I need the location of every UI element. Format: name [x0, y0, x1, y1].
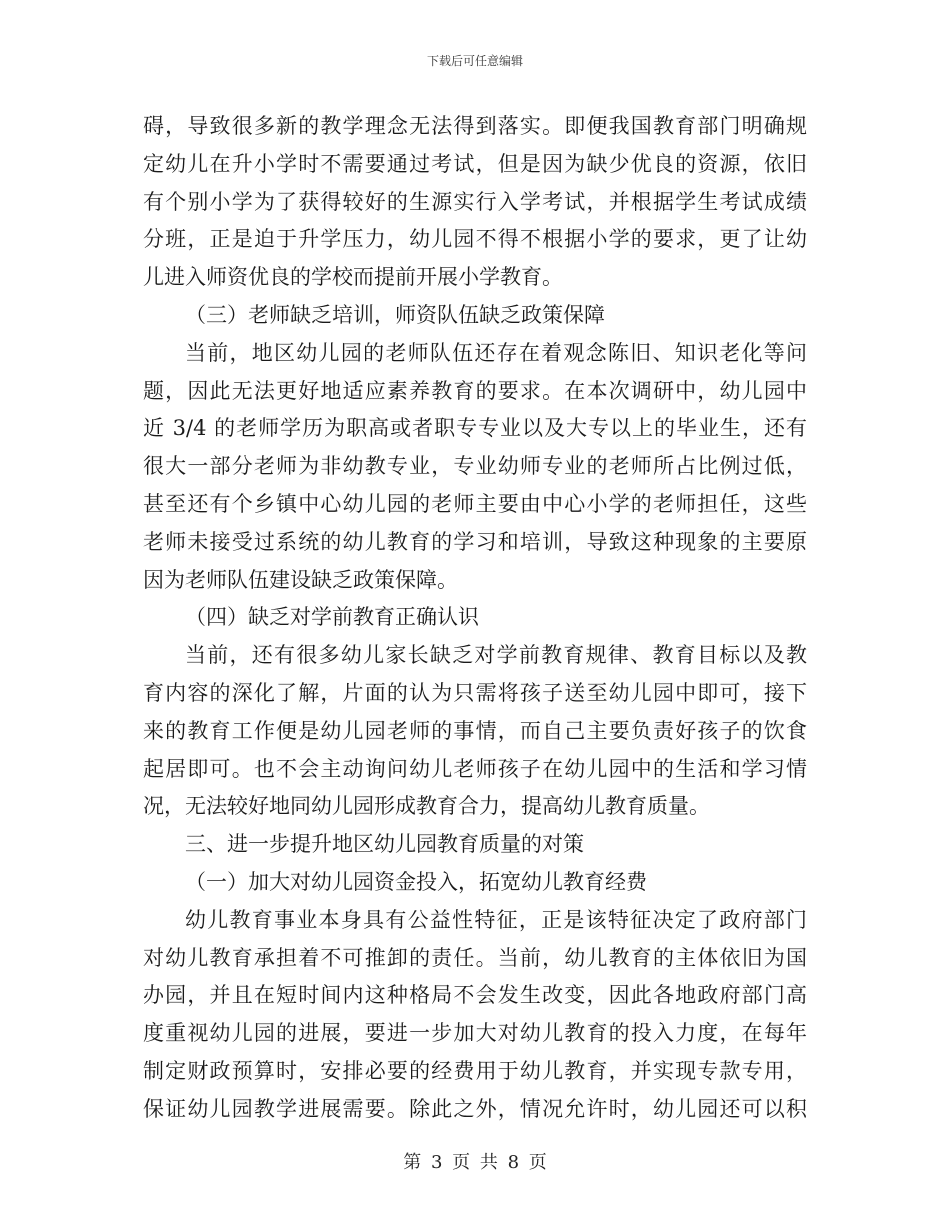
- body-line: 当前，还有很多幼儿家长缺乏对学前教育规律、教育目标以及教: [185, 643, 807, 668]
- page-number: 第 3 页 共 8 页: [403, 1152, 547, 1173]
- body-line: 有个别小学为了获得较好的生源实行入学考试，并根据学生考试成绩: [143, 189, 807, 214]
- body-line: 制定财政预算时，安排必要的经费用于幼儿教育，并实现专款专用，: [143, 1058, 807, 1083]
- body-line: 对幼儿教育承担着不可推卸的责任。当前，幼儿教育的主体依旧为国: [143, 945, 807, 970]
- body-line: 育内容的深化了解，片面的认为只需将孩子送至幼儿园中即可，接下: [143, 680, 807, 705]
- body-line: 很大一部分老师为非幼教专业，专业幼师专业的老师所占比例过低，: [143, 454, 807, 479]
- document-body: [143, 108, 807, 1129]
- body-line: 起居即可。也不会主动询问幼儿老师孩子在幼儿园中的生活和学习情: [143, 756, 807, 781]
- body-line: 题，因此无法更好地适应素养教育的要求。在本次调研中，幼儿园中: [143, 378, 807, 403]
- body-line: 分班，正是迫于升学压力，幼儿园不得不根据小学的要求，更了让幼: [143, 227, 807, 252]
- body-line: 办园，并且在短时间内这种格局不会发生改变，因此各地政府部门高: [143, 983, 807, 1008]
- body-line: 当前，地区幼儿园的老师队伍还存在着观念陈旧、知识老化等问: [185, 340, 807, 365]
- body-line: 近 3/4 的老师学历为职高或者职专专业以及大专以上的毕业生，还有: [143, 416, 807, 441]
- section-heading: 三、进一步提升地区幼儿园教育质量的对策: [185, 832, 584, 857]
- section-heading: （一）加大对幼儿园资金投入，拓宽幼儿教育经费: [185, 869, 647, 894]
- body-line: 碍，导致很多新的教学理念无法得到落实。即便我国教育部门明确规: [143, 114, 807, 138]
- body-line: 幼儿教育事业本身具有公益性特征，正是该特征决定了政府部门: [185, 907, 807, 932]
- body-line: 度重视幼儿园的进展，要进一步加大对幼儿教育的投入力度，在每年: [143, 1021, 807, 1046]
- page-header: 下载后可任意编辑: [426, 54, 523, 68]
- body-line: 来的教育工作便是幼儿园老师的事情，而自己主要负责好孩子的饮食: [143, 718, 807, 743]
- body-line: 甚至还有个乡镇中心幼儿园的老师主要由中心小学的老师担任，这些: [143, 491, 807, 516]
- body-line: 老师未接受过系统的幼儿教育的学习和培训，导致这种现象的主要原: [143, 529, 807, 554]
- body-line: 因为老师队伍建设缺乏政策保障。: [143, 567, 458, 592]
- body-line: 儿进入师资优良的学校而提前开展小学教育。: [143, 265, 563, 290]
- section-heading: （三）老师缺乏培训，师资队伍缺乏政策保障: [185, 302, 605, 327]
- body-line: 保证幼儿园教学进展需要。除此之外，情况允许时，幼儿园还可以积: [143, 1096, 807, 1121]
- section-heading: （四）缺乏对学前教育正确认识: [185, 605, 479, 630]
- body-line: 定幼儿在升小学时不需要通过考试，但是因为缺少优良的资源，依旧: [143, 151, 807, 176]
- body-line: 况，无法较好地同幼儿园形成教育合力，提高幼儿教育质量。: [143, 794, 710, 819]
